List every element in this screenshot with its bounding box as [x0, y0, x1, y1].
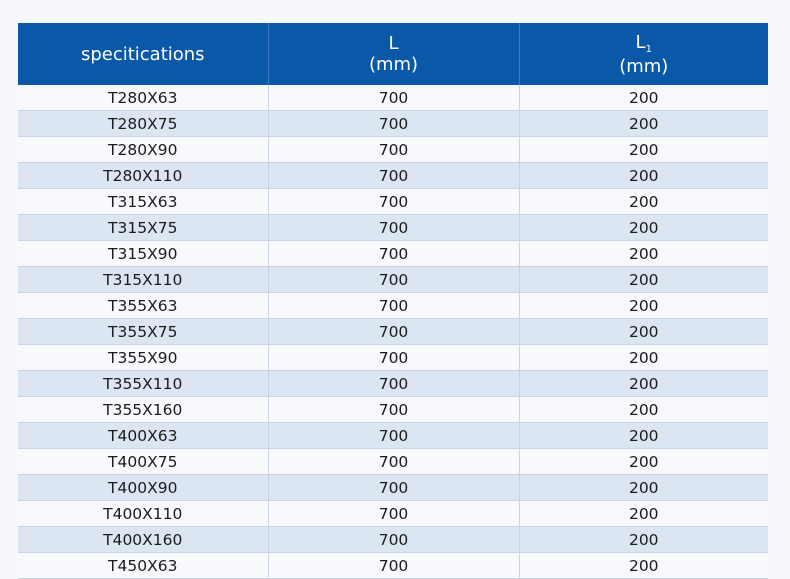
header-specifications — [18, 23, 268, 85]
cell-specification: T315X63 — [18, 189, 268, 215]
cell-l: 700 — [268, 397, 519, 423]
cell-l1: 200 — [519, 319, 768, 345]
table-row — [18, 371, 768, 397]
table-body — [18, 85, 768, 579]
cell-l: 700 — [268, 111, 519, 137]
cell-l1: 200 — [519, 527, 768, 553]
header-l-label: L — [388, 33, 399, 54]
table-row — [18, 475, 768, 501]
cell-l: 700 — [268, 475, 519, 501]
table-row — [18, 111, 768, 137]
cell-l1: 200 — [519, 397, 768, 423]
cell-l1: 200 — [519, 371, 768, 397]
cell-l: 700 — [268, 501, 519, 527]
table-row — [18, 449, 768, 475]
table-row — [18, 553, 768, 579]
cell-l1: 200 — [519, 137, 768, 163]
cell-specification: T450X63 — [18, 553, 268, 579]
table-row — [18, 293, 768, 319]
cell-l1: 200 — [519, 111, 768, 137]
cell-specification: T355X75 — [18, 319, 268, 345]
specifications-table-container — [18, 23, 768, 579]
cell-l1: 200 — [519, 293, 768, 319]
cell-l1: 200 — [519, 267, 768, 293]
cell-specification: T400X160 — [18, 527, 268, 553]
cell-l1: 200 — [519, 345, 768, 371]
cell-l1: 200 — [519, 163, 768, 189]
table-row — [18, 137, 768, 163]
cell-l1: 200 — [519, 189, 768, 215]
header-specifications-label: specitications — [80, 43, 205, 65]
cell-specification: T400X110 — [18, 501, 268, 527]
cell-l1: 200 — [519, 85, 768, 111]
cell-l: 700 — [268, 553, 519, 579]
cell-l: 700 — [268, 527, 519, 553]
cell-specification: T280X110 — [18, 163, 268, 189]
table-row — [18, 189, 768, 215]
cell-specification: T355X110 — [18, 371, 268, 397]
cell-l: 700 — [268, 137, 519, 163]
cell-l: 700 — [268, 345, 519, 371]
cell-l: 700 — [268, 449, 519, 475]
cell-specification: T400X63 — [18, 423, 268, 449]
table-row — [18, 85, 768, 111]
cell-l1: 200 — [519, 475, 768, 501]
cell-l1: 200 — [519, 215, 768, 241]
cell-specification: T400X75 — [18, 449, 268, 475]
cell-l: 700 — [268, 423, 519, 449]
cell-specification: T315X110 — [18, 267, 268, 293]
cell-specification: T315X90 — [18, 241, 268, 267]
table-row — [18, 319, 768, 345]
header-l — [268, 23, 519, 85]
table-row — [18, 527, 768, 553]
cell-l: 700 — [268, 371, 519, 397]
cell-l: 700 — [268, 215, 519, 241]
table-row — [18, 423, 768, 449]
cell-specification: T400X90 — [18, 475, 268, 501]
table-row — [18, 267, 768, 293]
header-row — [18, 23, 768, 85]
header-l1 — [519, 23, 768, 85]
cell-l: 700 — [268, 163, 519, 189]
cell-specification: T280X90 — [18, 137, 268, 163]
header-l1-subscript: 1 — [645, 43, 652, 55]
table-row — [18, 241, 768, 267]
table-row — [18, 501, 768, 527]
table-row — [18, 397, 768, 423]
cell-l1: 200 — [519, 423, 768, 449]
cell-specification: T315X75 — [18, 215, 268, 241]
cell-specification: T355X160 — [18, 397, 268, 423]
header-l-unit: (mm) — [368, 54, 419, 75]
cell-l: 700 — [268, 293, 519, 319]
table-row — [18, 215, 768, 241]
specifications-table — [18, 23, 768, 579]
cell-specification: T280X75 — [18, 111, 268, 137]
cell-l: 700 — [268, 241, 519, 267]
header-l1-label: L — [635, 31, 646, 53]
cell-l1: 200 — [519, 241, 768, 267]
cell-l: 700 — [268, 319, 519, 345]
cell-specification: T355X90 — [18, 345, 268, 371]
cell-l1: 200 — [519, 449, 768, 475]
cell-l: 700 — [268, 85, 519, 111]
cell-l: 700 — [268, 189, 519, 215]
table-row — [18, 345, 768, 371]
cell-l1: 200 — [519, 501, 768, 527]
cell-l1: 200 — [519, 553, 768, 579]
cell-specification: T280X63 — [18, 85, 268, 111]
cell-specification: T355X63 — [18, 293, 268, 319]
cell-l: 700 — [268, 267, 519, 293]
header-l1-unit: (mm) — [619, 55, 669, 77]
table-row — [18, 163, 768, 189]
table-header — [18, 23, 768, 85]
